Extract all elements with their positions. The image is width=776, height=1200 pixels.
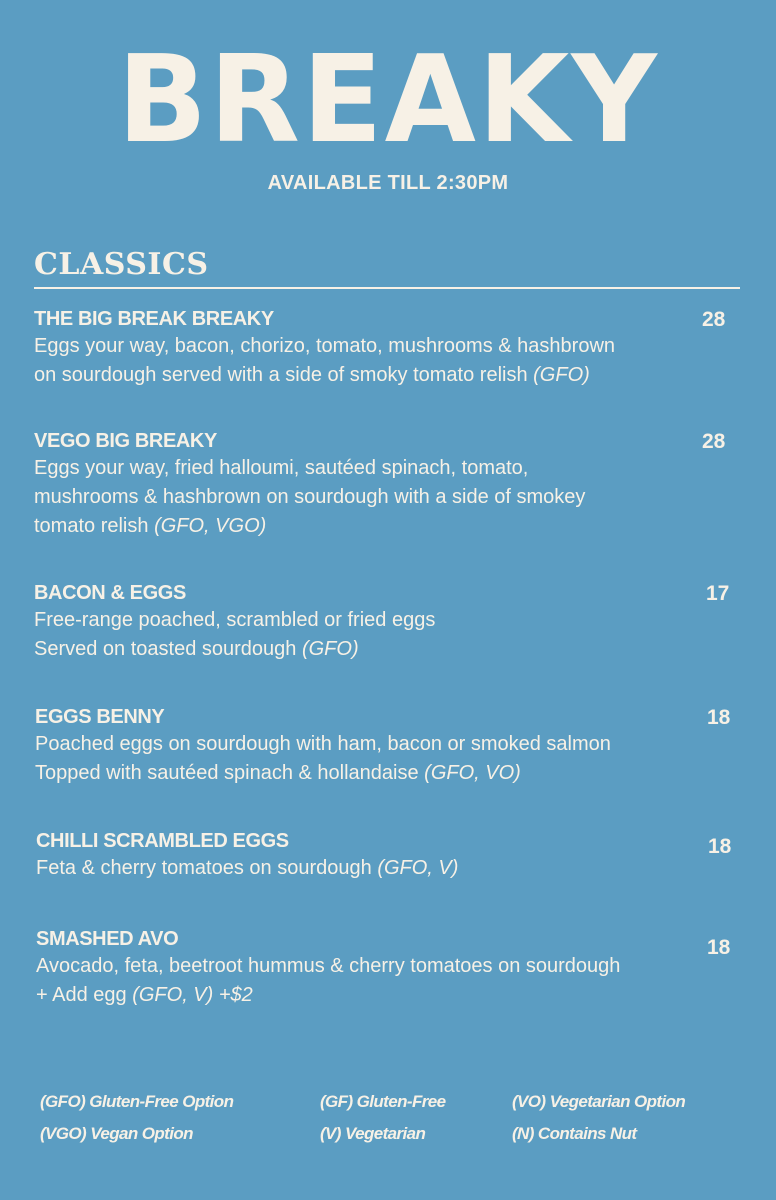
dietary-note: (GFO, VGO) [154,515,267,537]
description-line [34,512,714,541]
legend-item-gf: (GF) Gluten-Free [320,1092,446,1111]
dietary-note: (GFO) [533,364,590,386]
description-text: Served on toasted sourdough [34,638,302,660]
item-description [34,606,714,664]
menu-item-vego-big-breaky [34,428,714,541]
dietary-note: (GFO, V) [377,857,459,879]
legend-item-n: (N) Contains Nut [512,1124,637,1143]
section-title: CLASSICS [34,247,209,282]
description-line [36,981,716,1010]
legend-item-gfo: (GFO) Gluten-Free Option [40,1092,234,1111]
description-line: mushrooms & hashbrown on sourdough with a side of smokey [34,486,586,508]
description-line [35,759,715,788]
menu-item-chilli-scrambled-eggs [36,828,716,883]
item-description [36,952,716,1010]
description-line [36,854,716,883]
item-name: VEGO BIG BREAKY [34,430,217,452]
item-description [34,454,714,541]
description-text: tomato relish [34,515,155,537]
menu-item-big-break-breaky [34,306,714,390]
section-divider [34,287,740,289]
item-price: 18 [708,835,732,858]
item-name: SMASHED AVO [36,928,179,950]
item-price: 28 [702,430,726,453]
item-name: THE BIG BREAK BREAKY [34,308,274,330]
description-text: Feta & cherry tomatoes on sourdough [36,857,378,879]
item-description [34,332,714,390]
menu-item-smashed-avo [36,926,716,1010]
availability-note: AVAILABLE TILL 2:30PM [267,172,509,194]
item-price: 28 [702,308,726,331]
description-line [34,361,714,390]
item-price: 17 [706,582,730,605]
legend-item-vo: (VO) Vegetarian Option [512,1092,686,1111]
item-description [35,730,715,788]
dietary-note: (GFO, V) +$2 [132,984,253,1006]
description-line: Free-range poached, scrambled or fried eggs [34,609,436,631]
legend-item-vgo: (VGO) Vegan Option [40,1124,193,1143]
description-line: Poached eggs on sourdough with ham, bacon or smoked salmon [35,733,611,755]
legend-item-v: (V) Vegetarian [320,1124,426,1143]
description-text: on sourdough served with a side of smoky tomato relish [34,364,534,386]
menu-item-eggs-benny [35,704,715,788]
item-name: EGGS BENNY [35,706,165,728]
description-line: Avocado, feta, beetroot hummus & cherry tomatoes on sourdough [36,955,621,977]
menu-title: BREAKY [117,28,659,170]
item-name: BACON & EGGS [34,582,186,604]
dietary-note: (GFO) [301,638,359,660]
item-name: CHILLI SCRAMBLED EGGS [36,830,289,852]
description-line [34,635,714,664]
description-line: Eggs your way, bacon, chorizo, tomato, mushrooms & hashbrown [34,335,616,357]
description-line: Eggs your way, fried halloumi, sautéed spinach, tomato, [34,457,529,479]
item-description [36,854,716,883]
description-text: + Add egg [36,984,133,1006]
item-price: 18 [707,706,731,729]
menu-item-bacon-eggs [34,580,714,664]
item-price: 18 [707,936,731,959]
description-text: Topped with sautéed spinach & hollandaise [35,762,425,784]
dietary-note: (GFO, VO) [424,762,521,784]
